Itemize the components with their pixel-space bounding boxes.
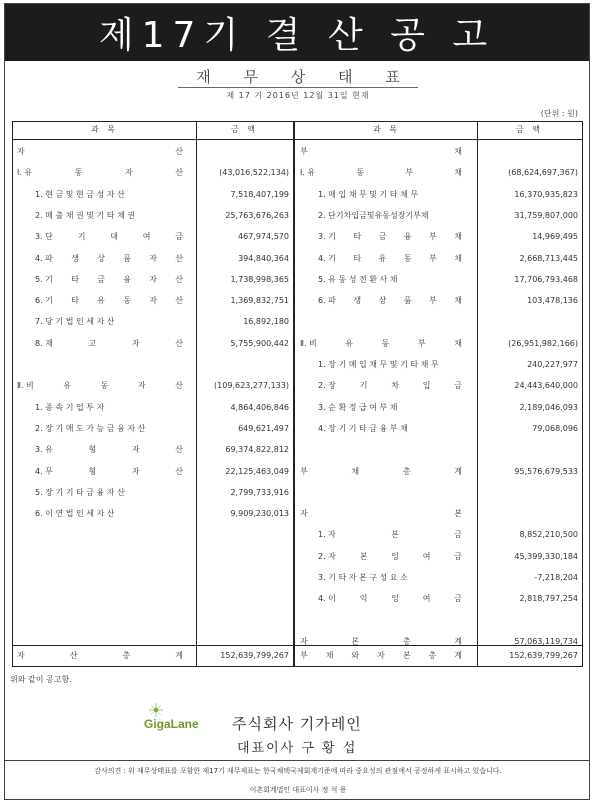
right-row-amount: 8,852,210,500 [519, 530, 578, 540]
right-row-label: 3. 기 타 자 본 구 성 요 소 [318, 573, 408, 582]
right-row-label [318, 591, 462, 607]
label-part: 채 [454, 296, 462, 306]
label-part: 계 [175, 651, 183, 660]
left-row-label [35, 336, 183, 352]
label-part: Ⅱ. 비 [17, 381, 34, 391]
left-row-label [17, 378, 183, 394]
right-row-amount: (26,951,982,166) [508, 338, 578, 348]
label-part: 산 [175, 338, 183, 348]
right-row-amount: 152,639,799,267 [509, 651, 578, 660]
logo-star-icon [149, 703, 163, 717]
label-part: 8. 재 [35, 338, 53, 348]
label-part: 자 [17, 651, 25, 660]
left-row-amount: (109,623,277,133) [214, 381, 289, 391]
label-part: 채 [454, 147, 462, 156]
auditor-name: 이촌회계법인 대표이사 정 석 용 [249, 786, 347, 794]
label-part: 잉 [391, 594, 399, 604]
label-part: 부 [417, 338, 426, 348]
left-row-label [35, 229, 183, 245]
left-row-label [35, 464, 183, 480]
left-row-amount: (43,016,522,134) [219, 168, 289, 178]
label-part: 4. 무 [35, 466, 53, 476]
right-row-amount: (68,624,697,367) [508, 168, 578, 178]
right-row-label: 4. 장 기 기 타 금 융 부 채 [318, 423, 408, 433]
label-part: 6. 파 [318, 296, 336, 306]
label-part: 융 [403, 232, 412, 242]
label-part: 2. 장 [318, 381, 336, 391]
label-part: 3. 기 [318, 232, 336, 242]
statement-title-text: 재 무 상 태 표 [178, 68, 418, 88]
label-part: 기 [359, 381, 368, 391]
label-part: 동 [123, 296, 131, 306]
right-row-amount: 103,478,136 [527, 296, 578, 306]
left-row-amount: 69,374,822,812 [225, 445, 289, 455]
label-part: 타 [353, 253, 362, 263]
left-row-amount: 2,799,733,916 [230, 487, 289, 497]
label-part: 고 [88, 338, 97, 348]
label-part: 본 [454, 509, 462, 519]
label-part: 유 [97, 296, 105, 306]
label-part: 유 [63, 381, 72, 391]
label-part: 기 [77, 232, 86, 242]
label-part: 본 [402, 651, 411, 660]
label-part: 계 [454, 466, 462, 476]
label-part: 품 [403, 296, 412, 306]
label-part: 형 [88, 445, 97, 455]
right-row-amount: 16,370,935,823 [514, 189, 578, 199]
left-header-amount: 금 액 [231, 125, 258, 134]
label-part: 산 [175, 147, 183, 156]
right-row-amount: 31,759,807,000 [514, 210, 578, 220]
right-row-amount: -7,218,204 [534, 573, 578, 582]
label-part: 타 [71, 296, 79, 306]
label-part: 계 [454, 651, 462, 660]
right-row-label [318, 229, 462, 245]
label-part: 부 [429, 232, 437, 242]
label-part: 여 [142, 232, 151, 242]
left-row-label: 6. 이 연 법 인 세 자 산 [35, 509, 115, 519]
statement-title [0, 66, 596, 87]
left-row-label [35, 442, 183, 458]
footer-divider [4, 760, 590, 761]
label-part: 품 [123, 253, 131, 263]
announcement-note: 위와 같이 공고함. [10, 675, 72, 684]
label-part: 본 [391, 530, 399, 540]
right-row-label: 1. 매 입 채 무 및 기 타 채 무 [318, 189, 419, 199]
label-part: 3. 유 [35, 445, 53, 455]
label-part: 4. 기 [318, 253, 336, 263]
right-row-label [300, 336, 462, 352]
right-header-amount: 금 액 [516, 125, 543, 134]
label-part: 산 [175, 381, 183, 391]
right-row-label [318, 378, 462, 394]
label-part: 산 [175, 274, 183, 284]
right-row-label [318, 293, 462, 309]
label-part: 채 [454, 232, 462, 242]
label-part: 자 [149, 253, 157, 263]
label-part: 와 [351, 651, 360, 660]
label-part: 본 [351, 636, 360, 646]
label-part: 금 [454, 551, 462, 561]
right-row-label [300, 648, 462, 664]
label-part: 유 [378, 253, 387, 263]
label-part: 총 [402, 636, 411, 646]
label-part: 자 [131, 445, 140, 455]
left-row-amount: 22,125,463,049 [225, 466, 289, 476]
label-part: 자 [300, 636, 308, 646]
right-row-amount: 240,227,977 [527, 360, 578, 369]
label-part: 자 [131, 466, 140, 476]
label-part: 산 [69, 651, 78, 660]
left-row-label [35, 251, 183, 267]
right-row-label [300, 464, 462, 480]
statement-date: 제 17 기 2016년 12월 31일 현재 [226, 91, 370, 100]
label-part: 부 [300, 651, 308, 660]
left-row-label [17, 165, 183, 181]
gigalane-logo [143, 702, 223, 734]
left-row-amount: 1,738,998,365 [230, 274, 289, 284]
label-part: 부 [300, 147, 308, 156]
right-row-amount: 2,668,713,445 [519, 253, 578, 263]
label-part: 여 [422, 551, 431, 561]
left-row-label: 5. 장 기 기 타 금 융 자 산 [35, 487, 125, 497]
label-part: 상 [378, 296, 387, 306]
label-part: 부 [405, 168, 414, 178]
left-row-label: 2. 매 출 채 권 및 기 타 채 권 [35, 210, 136, 220]
label-part: 자 [131, 338, 140, 348]
unit-label: (단위 : 원) [540, 109, 578, 118]
label-part: 익 [359, 594, 368, 604]
left-row-label [35, 272, 183, 288]
right-row-amount: 24,443,640,000 [514, 381, 578, 391]
label-part: 자 [124, 168, 133, 178]
label-part: 타 [71, 274, 79, 284]
label-part: 총 [122, 651, 131, 660]
audit-opinion: 감사의견 : 위 재무상태표를 포함한 제17기 재무제표는 한국채택국제회계기준에 따라 중요성의 관점에서 공정하게 표시하고 있습니다. [94, 767, 502, 775]
label-part: Ⅱ. 비 [300, 338, 317, 348]
label-part: 산 [175, 466, 183, 476]
left-row-amount: 25,763,676,263 [225, 210, 289, 220]
label-part: 산 [175, 296, 183, 306]
left-row-label: 1. 현 금 및 현 금 성 자 산 [35, 189, 125, 199]
left-header-item: 과 목 [91, 125, 118, 134]
label-part: 계 [454, 636, 462, 646]
center-divider [293, 122, 295, 666]
right-row-label [318, 251, 462, 267]
left-row-amount: 9,909,230,013 [230, 509, 289, 519]
label-part: 1. 자 [318, 530, 336, 540]
right-row-label [300, 506, 462, 522]
right-row-label: 1. 장 기 매 입 채 무 및 기 타 채 무 [318, 360, 439, 369]
label-part: 동 [100, 381, 109, 391]
left-row-amount: 1,369,832,751 [230, 296, 289, 306]
label-part: 생 [71, 253, 79, 263]
right-row-amount: 95,576,679,533 [514, 466, 578, 476]
right-row-label: 3. 순 확 정 급 여 부 채 [318, 402, 398, 412]
label-part: 산 [175, 253, 183, 263]
left-row-amount: 5,755,900,442 [230, 338, 289, 348]
right-row-amount: 45,399,330,184 [514, 551, 578, 561]
left-row-amount: 394,840,364 [238, 253, 289, 263]
label-part: 자 [137, 381, 146, 391]
left-row-amount: 4,864,406,846 [230, 402, 289, 412]
label-part: 입 [422, 381, 431, 391]
label-part: 자 [149, 274, 157, 284]
right-row-label: 2. 단기차입금및유동성장기부채 [318, 210, 429, 220]
label-part: 동 [356, 168, 365, 178]
left-row-label [17, 648, 183, 664]
label-part: 총 [402, 466, 411, 476]
label-part: 채 [325, 651, 334, 660]
label-part: 유 [345, 338, 354, 348]
ceo-name: 대표이사 구 황 섭 [237, 741, 358, 756]
right-row-amount: 57,063,119,734 [514, 636, 578, 646]
right-row-label [300, 165, 462, 181]
left-row-label [35, 293, 183, 309]
right-row-amount: 2,189,046,093 [519, 402, 578, 412]
label-part: 2. 자 [318, 551, 336, 561]
label-part: 4. 파 [35, 253, 53, 263]
label-part: Ⅰ. 유 [300, 168, 316, 178]
label-part: 금 [175, 232, 183, 242]
label-part: 채 [351, 466, 360, 476]
right-header-item: 과 목 [373, 125, 400, 134]
announcement-title: 제17기 결 산 공 고 [4, 3, 590, 61]
left-row-amount: 16,892,180 [243, 317, 289, 327]
left-row-label [17, 144, 183, 160]
label-part: 산 [175, 168, 183, 178]
label-part: 부 [429, 296, 437, 306]
balance-sheet-table [12, 121, 583, 667]
right-row-label: 5. 유 동 성 전 환 사 채 [318, 274, 398, 284]
logo-text: GigaLane [144, 717, 199, 731]
left-row-amount: 152,639,799,267 [220, 651, 289, 660]
right-row-label [318, 549, 462, 565]
label-part: 부 [429, 253, 437, 263]
label-part: 대 [110, 232, 118, 242]
label-part: 채 [454, 168, 462, 178]
label-part: 금 [97, 274, 105, 284]
right-row-label [300, 144, 462, 160]
left-row-label: 2. 장 기 매 도 가 능 금 융 자 산 [35, 423, 146, 433]
label-part: 채 [454, 338, 462, 348]
label-part: 상 [97, 253, 105, 263]
left-row-label: 7. 당 기 법 인 세 자 산 [35, 317, 115, 327]
label-part: 부 [300, 466, 308, 476]
left-row-amount: 467,974,570 [238, 232, 289, 242]
label-part: 채 [454, 253, 462, 263]
label-part: 금 [454, 530, 462, 540]
label-part: 자 [149, 296, 157, 306]
label-part: 융 [123, 274, 131, 284]
label-part: 6. 기 [35, 296, 53, 306]
label-part: 타 [353, 232, 362, 242]
right-row-amount: 14,969,495 [532, 232, 578, 242]
label-part: 동 [403, 253, 412, 263]
label-part: 금 [454, 594, 462, 604]
label-part: 생 [353, 296, 362, 306]
right-row-label [318, 527, 462, 543]
label-part: 금 [454, 381, 462, 391]
left-row-amount: 7,518,407,199 [230, 189, 289, 199]
label-part: 4. 이 [318, 594, 336, 604]
label-part: 자 [17, 147, 25, 156]
label-part: 자 [377, 651, 385, 660]
label-part: 형 [88, 466, 97, 476]
label-part: 총 [428, 651, 437, 660]
label-part: 동 [74, 168, 83, 178]
right-row-amount: 79,068,096 [532, 423, 578, 433]
label-part: 잉 [391, 551, 399, 561]
label-part: 자 [300, 509, 308, 519]
header-divider [13, 139, 582, 140]
left-row-amount: 649,621,497 [238, 423, 289, 433]
label-part: 3. 단 [35, 232, 53, 242]
right-row-amount: 2,818,797,254 [519, 594, 578, 604]
right-row-amount: 17,706,793,468 [514, 274, 578, 284]
label-part: 금 [378, 232, 387, 242]
company-name: 주식회사 기가레인 [232, 715, 362, 733]
label-part: Ⅰ. 유 [17, 168, 33, 178]
left-row-label: 1. 종 속 기 업 투 자 [35, 402, 105, 412]
label-part: 산 [175, 445, 183, 455]
label-part: 5. 기 [35, 274, 53, 284]
label-part: 본 [359, 551, 368, 561]
label-part: 차 [391, 381, 399, 391]
label-part: 동 [381, 338, 390, 348]
label-part: 여 [422, 594, 431, 604]
